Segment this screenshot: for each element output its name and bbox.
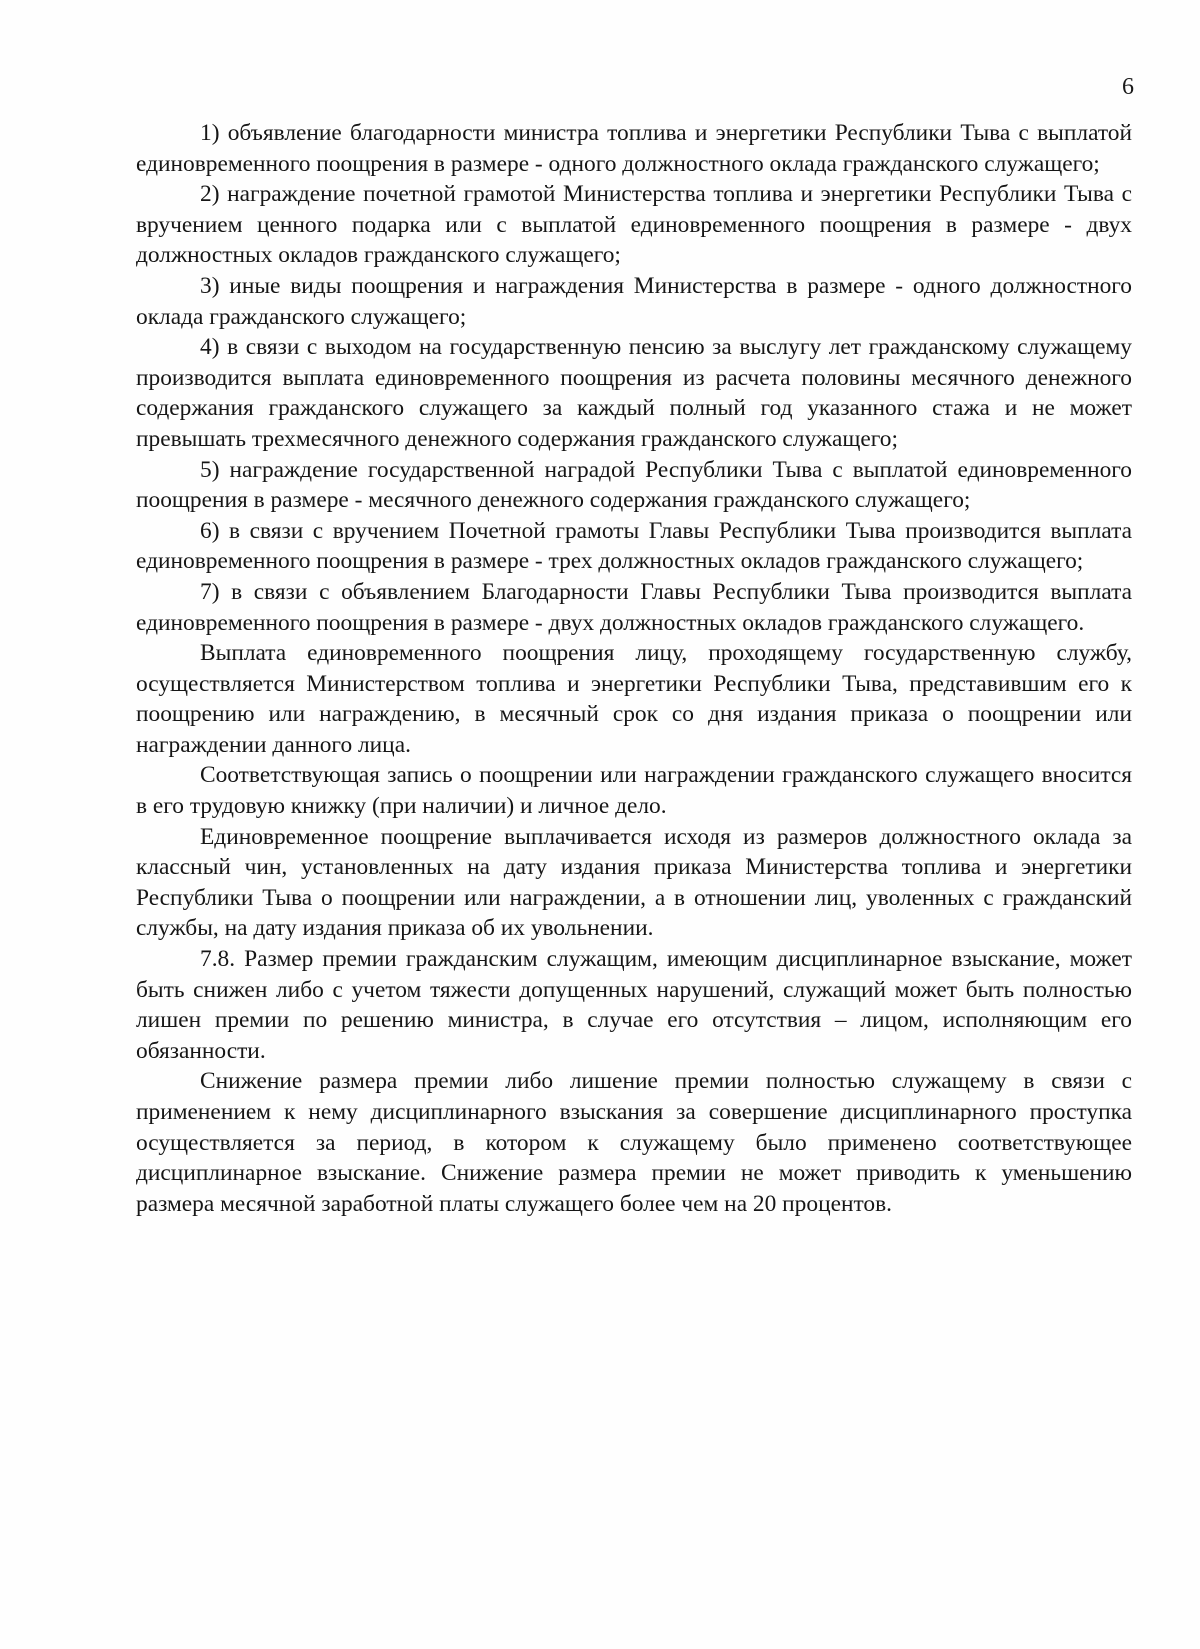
paragraph-item-7: 7) в связи с объявлением Благодарности Главы Республики Тыва производится выплата единовременного поощрения в размере - двух должностных окладов гражданского служащего. [136, 578, 1132, 636]
paragraph-record-entry: Соответствующая запись о поощрении или награждении гражданского служащего вносится в его трудовую книжку (при наличии) и личное дело. [136, 762, 1132, 820]
paragraph-bonus-reduction: Снижение размера премии либо лишение премии полностью служащему в связи с применением к нему дисциплинарного взыскания за совершение дисциплинарного проступка осуществляется за период, в котором к служащему было применено соответствующее дисциплинарное взыскание. Снижение размера премии не может приводить к уменьшению размера месячной заработной платы служащего более чем на 20 процентов. [136, 1068, 1132, 1217]
page-number: 6 [1122, 74, 1134, 100]
paragraph-payment-terms: Выплата единовременного поощрения лицу, проходящему государственную службу, осуществляется Министерством топлива и энергетики Республики Тыва, представившим его к поощрению или награждению, в месячный срок со дня издания приказа о поощрении или награждении данного лица. [136, 640, 1132, 758]
paragraph-payment-basis: Единовременное поощрение выплачивается исходя из размеров должностного оклада за классный чин, установленных на дату издания приказа Министерства топлива и энергетики Республики Тыва о поощрении или награждении, а в отношении лиц, уволенных с гражданский службы, на дату издания приказа об их увольнении. [136, 823, 1132, 942]
paragraph-item-3: 3) иные виды поощрения и награждения Министерства в размере - одного должностного оклада гражданского служащего; [136, 272, 1132, 330]
paragraph-item-4: 4) в связи с выходом на государственную пенсию за выслугу лет гражданскому служащему производится выплата единовременного поощрения из расчета половины месячного денежного содержания гражданского служащего за каждый полный год указанного стажа и не может превышать трехмесячного денежного содержания гражданского служащего; [136, 334, 1132, 452]
paragraph-item-5: 5) награждение государственной наградой Республики Тыва с выплатой единовременного поощрения в размере - месячного денежного содержания гражданского служащего; [136, 456, 1132, 514]
paragraph-item-1: 1) объявление благодарности министра топлива и энергетики Республики Тыва с выплатой единовременного поощрения в размере - одного должностного оклада гражданского служащего; [136, 120, 1132, 177]
paragraph-section-7-8: 7.8. Размер премии гражданским служащим, имеющим дисциплинарное взыскание, может быть снижен либо с учетом тяжести допущенных нарушений, служащий может быть полностью лишен премии по решению министра, в случае его отсутствия – лицом, исполняющим его обязанности. [136, 946, 1132, 1064]
paragraph-item-2: 2) награждение почетной грамотой Министерства топлива и энергетики Республики Тыва с вручением ценного подарка или с выплатой единовременного поощрения в размере - двух должностных окладов гражданского служащего; [136, 181, 1132, 269]
document-body [136, 118, 1132, 1219]
paragraph-item-6: 6) в связи с вручением Почетной грамоты Главы Республики Тыва производится выплата единовременного поощрения в размере - трех должностных окладов гражданского служащего; [136, 517, 1132, 575]
